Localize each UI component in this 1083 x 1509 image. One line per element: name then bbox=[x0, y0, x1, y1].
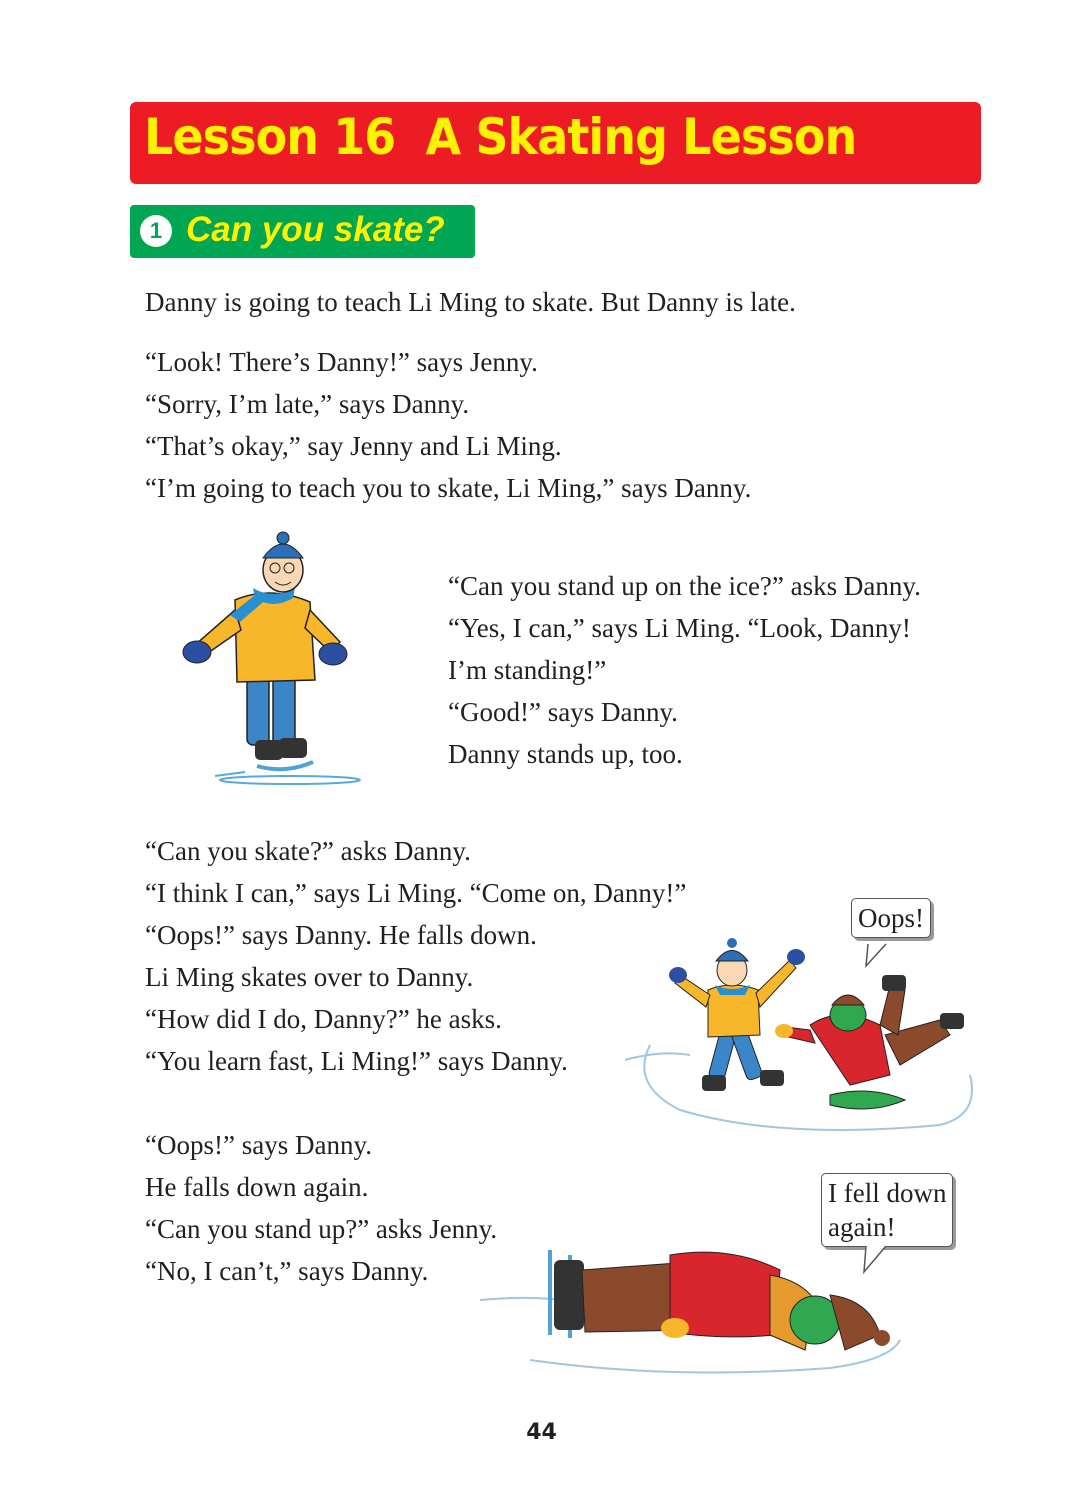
story-line: “You learn fast, Li Ming!” says Danny. bbox=[145, 1046, 568, 1076]
story-line: Danny stands up, too. bbox=[448, 739, 683, 769]
story-line: “Can you stand up on the ice?” asks Danny. bbox=[448, 571, 921, 601]
story-line: “Yes, I can,” says Li Ming. “Look, Danny! bbox=[448, 613, 911, 643]
story-line: “Can you stand up?” asks Jenny. bbox=[145, 1214, 498, 1244]
story-line: “How did I do, Danny?” he asks. bbox=[145, 1004, 502, 1034]
speech-bubble-text: I fell down bbox=[828, 1178, 947, 1208]
story-line: He falls down again. bbox=[145, 1172, 369, 1202]
section-heading bbox=[130, 205, 475, 258]
speech-bubble-oops bbox=[851, 898, 931, 938]
page-number: 44 bbox=[526, 1420, 557, 1445]
story-line: “Oops!” says Danny. bbox=[145, 1130, 372, 1160]
story-line: “Look! There’s Danny!” says Jenny. bbox=[145, 347, 538, 377]
li-ming-standing-illustration bbox=[175, 530, 355, 785]
speech-bubble-text: again! bbox=[828, 1212, 896, 1242]
speech-bubble-text: Oops! bbox=[858, 903, 924, 933]
section-number-badge: 1 bbox=[140, 215, 172, 247]
intro-text: Danny is going to teach Li Ming to skate. But Danny is late. bbox=[145, 287, 796, 317]
danny-lying-illustration bbox=[470, 1240, 910, 1385]
story-line: I’m standing!” bbox=[448, 655, 607, 685]
lesson-title-bar bbox=[130, 102, 981, 184]
story-line: “I think I can,” says Li Ming. “Come on, Danny!” bbox=[145, 878, 687, 908]
skating-fall-illustration bbox=[620, 935, 985, 1140]
speech-bubble-fell-down bbox=[821, 1173, 953, 1247]
story-line: “I’m going to teach you to skate, Li Ming,” says Danny. bbox=[145, 473, 752, 503]
story-line: “Oops!” says Danny. He falls down. bbox=[145, 920, 537, 950]
lesson-title: Lesson 16 A Skating Lesson bbox=[144, 108, 857, 166]
story-line: “No, I can’t,” says Danny. bbox=[145, 1256, 429, 1286]
section-title: Can you skate? bbox=[186, 210, 445, 249]
story-line: Li Ming skates over to Danny. bbox=[145, 962, 474, 992]
story-line: “Sorry, I’m late,” says Danny. bbox=[145, 389, 470, 419]
story-line: “That’s okay,” say Jenny and Li Ming. bbox=[145, 431, 562, 461]
story-line: “Can you skate?” asks Danny. bbox=[145, 836, 471, 866]
story-line: “Good!” says Danny. bbox=[448, 697, 678, 727]
